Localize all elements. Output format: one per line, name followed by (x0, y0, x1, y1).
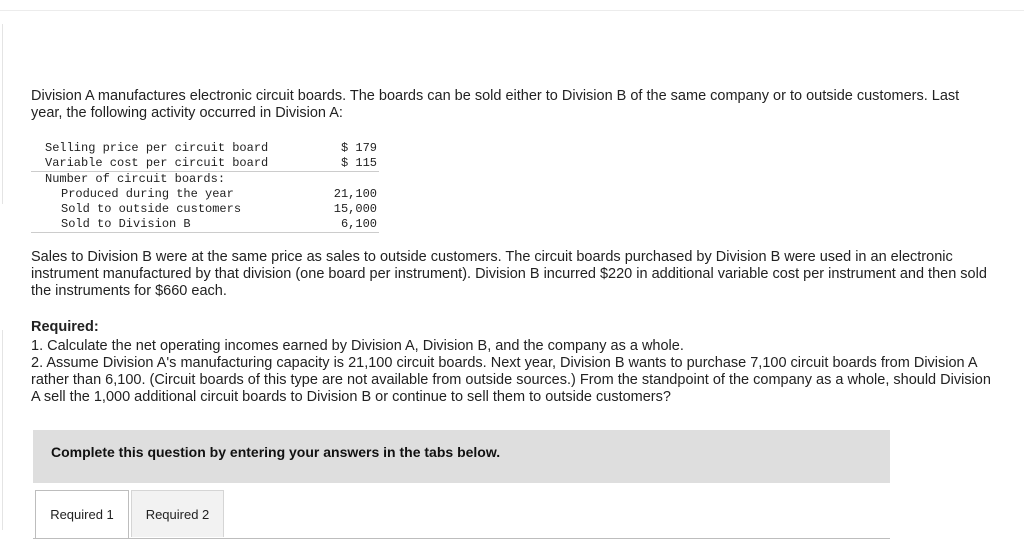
top-divider (0, 10, 1024, 11)
required-item-1: 1. Calculate the net operating incomes earned by Division A, Division B, and the company as a whole. (31, 338, 684, 354)
table-row-value (321, 172, 379, 188)
table-row-label: Sold to Division B (31, 217, 321, 233)
table-row-value: 6,100 (321, 217, 379, 233)
table-row-label: Selling price per circuit board (45, 141, 269, 155)
table-row (31, 141, 379, 156)
table-row-value: $ 179 (340, 141, 377, 155)
required-list (31, 338, 991, 406)
required-heading: Required: (31, 319, 99, 335)
answer-tabs (33, 490, 890, 539)
instructions-text: Complete this question by entering your answers in the tabs below. (51, 444, 501, 460)
table-row-value: 21,100 (333, 187, 377, 201)
table-row-value: 15,000 (333, 202, 377, 216)
required-item-2: 2. Assume Division A's manufacturing capacity is 21,100 circuit boards. Next year, Division B wants to purchase 7,100 circuit boards from Division A rather than 6,100. (Circuit boards of this type are not available from outside sources.) From the standpoint of the company as a whole, should Division A sell the 1,000 additional circuit boards to Division B or continue to sell them to outside customers? (31, 355, 991, 405)
table-row (31, 156, 379, 172)
sales-paragraph: Sales to Division B were at the same price as sales to outside customers. The circuit boards purchased by Division B were used in an electronic instrument manufactured by that division (one board per instrument). Division B incurred $220 in additional variable cost per instrument and then sold the instruments for $660 each. (31, 249, 987, 299)
table-row-label: Number of circuit boards: (45, 172, 226, 186)
intro-paragraph: Division A manufactures electronic circuit boards. The boards can be sold either to Division B of the same company or to outside customers. Last year, the following activity occurred in Division A: (31, 88, 960, 121)
tab-required-1[interactable]: Required 1 (35, 490, 129, 538)
table-row (31, 187, 379, 202)
table-row-label: Produced during the year (61, 187, 234, 201)
left-divider (2, 24, 3, 204)
activity-table (31, 141, 379, 233)
left-divider-lower (2, 330, 3, 530)
tab-required-2[interactable]: Required 2 (131, 490, 224, 537)
instructions-banner (33, 430, 890, 483)
table-row-label: Sold to outside customers (61, 202, 242, 216)
table-row (31, 172, 379, 188)
table-row (31, 217, 379, 233)
table-row (31, 202, 379, 217)
table-row-label: Variable cost per circuit board (31, 156, 321, 172)
table-row-value: $ 115 (321, 156, 379, 172)
